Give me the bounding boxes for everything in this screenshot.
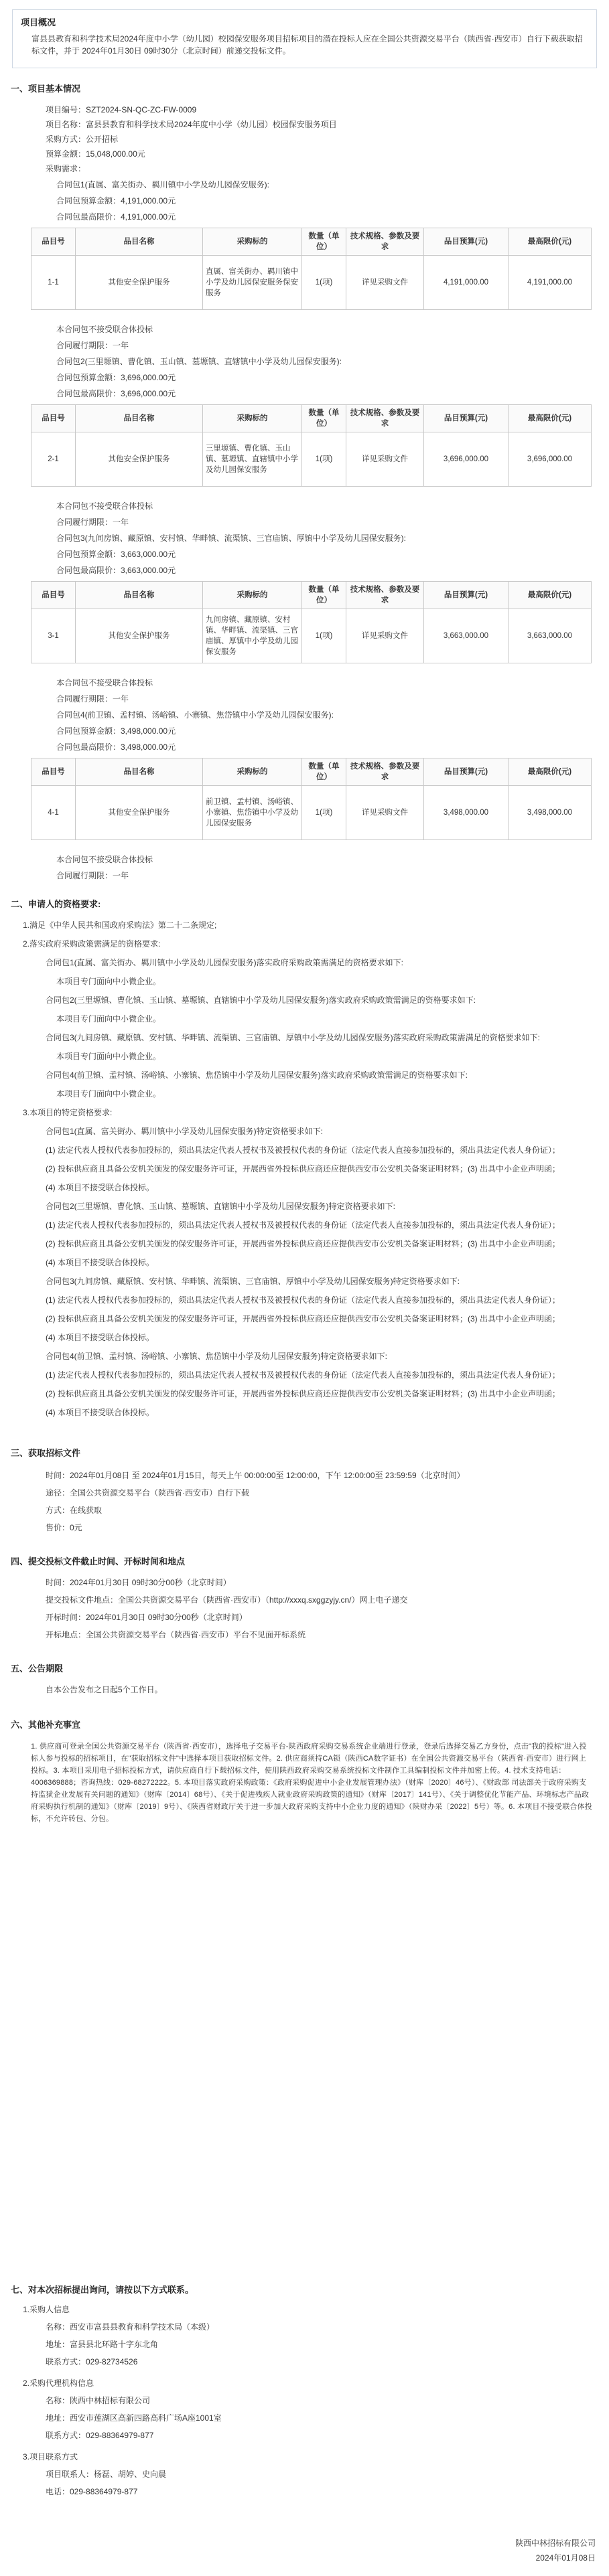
lot4-contract: 合同包4(前卫镇、孟村镇、汤峪镇、小寨镇、焦岱镇中小学及幼儿园保安服务): — [56, 710, 334, 720]
opening-place: 开标地点：全国公共资源交易平台（陕西省·西安市）平台不见面开标系统 — [46, 1630, 306, 1639]
overview-text: 富县县教育和科学技术局2024年度中小学（幼儿园）校园保安服务项目招标项目的潜在投标人应在全国公共资源交易平台（陕西省·西安市）自行下载获取招标文件，并于 2024年01月30日 09时30分（北京时间）前递交投标文件。 — [31, 34, 583, 56]
lot1-term: 合同履行期限：一年 — [56, 341, 129, 350]
qualify-line: (1) 法定代表人授权代表参加投标的，须出具法定代表人授权书及被授权代表的身份证（法定代表人直接参加投标的，须出具法定代表人身份证）； — [46, 1220, 561, 1230]
agent-name: 名称：陕西中林招标有限公司 — [46, 2396, 151, 2405]
cell-max: 4,191,000.00 — [509, 256, 592, 310]
other-matters: 1. 供应商可登录全国公共资源交易平台（陕西省·西安市），选择电子交易平台-陕西政府采购交易系统企业端进行登录，登录后选择交易乙方身份，点击"我的投标"进入投标人参与投标的招标项目，在"获取招标文件"中选择本项目获取招标文件。2. 供应商须持CA锁（陕西CA数字证书）在全国公共资源交易平台（陕西省·西安市）进行网上投标。3. 本项目采用电子招标投标方式，请供应商自行下载招标文件，使用陕西政府采购交易系统投标文件制作工具编制投标文件并加密上传。4. 技术支持电话：4006369888；咨询热线：029-68272222。5. 本项目落实政府采购政策：《政府采购促进中小企业发展管理办法》（财库〔2020〕46号）、《财政部 司法部关于政府采购支持监狱企业发展有关问题的通知》（财库〔2014〕68号）、《关于促进残疾人就业政府采购政策的通知》（财库〔2017〕141号）、《关于调整优化节能产品、环境标志产品政府采购执行机制的通知》（财库〔2019〕9号）、《陕西省财政厅关于进一步加大政府采购支持中小企业力度的通知》（陕财办采〔2022〕5号）等。6. 本项目不接受联合体投标，不允许转包、分包。 — [31, 1743, 593, 1823]
header-subject: 采购标的 — [203, 582, 302, 609]
buyer-name: 名称：西安市富县县教育和科学技术局（本级） — [46, 2322, 215, 2332]
table-row — [31, 256, 592, 310]
section-title-obtain: 三、获取招标文件 — [11, 1448, 81, 1458]
agent-heading: 2.采购代理机构信息 — [23, 2379, 94, 2388]
qualify-line: (4) 本项目不接受联合体投标。 — [46, 1183, 155, 1192]
header-max-price: 最高限价(元) — [509, 228, 592, 256]
header-subject: 采购标的 — [203, 405, 302, 432]
table-header-row — [31, 228, 592, 256]
cell-no: 4-1 — [31, 786, 76, 840]
header-item-no: 品目号 — [31, 228, 76, 256]
header-item-no: 品目号 — [31, 582, 76, 609]
cell-name: 其他安全保护服务 — [76, 786, 203, 840]
lot1-table — [31, 228, 592, 310]
lot4-consortium: 本合同包不接受联合体投标 — [56, 855, 153, 864]
lot2-table — [31, 404, 592, 487]
project-contact-heading: 3.项目联系方式 — [23, 2452, 78, 2462]
header-quantity: 数量（单位） — [302, 582, 346, 609]
project-overview-box — [12, 9, 597, 68]
section-title-basic: 一、项目基本情况 — [11, 84, 81, 94]
table-header-row — [31, 405, 592, 432]
section-title-deadline: 四、提交投标文件截止时间、开标时间和地点 — [11, 1556, 186, 1566]
cell-content: 三里塬镇、曹化镇、玉山镇、墓塬镇、直辖镇中小学及幼儿园保安服务 — [203, 432, 302, 487]
header-spec: 技术规格、参数及要求 — [346, 228, 424, 256]
qualify-line: 合同包3(九间房镇、藏原镇、安村镇、华畔镇、流渠镇、三官庙镇、厚镇中小学及幼儿园保安服务)落实政府采购政策需满足的资格要求如下: — [46, 1033, 541, 1042]
qualify-line: 3.本项目的特定资格要求: — [23, 1108, 113, 1117]
qualify-line: 合同包1(直属、富关街办、羁川镇中小学及幼儿园保安服务)落实政府采购政策需满足的资格要求如下: — [46, 958, 404, 967]
qualify-line: 本项目专门面向中小微企业。 — [56, 1014, 161, 1024]
qualify-line: 合同包3(九间房镇、藏原镇、安村镇、华畔镇、流渠镇、三官庙镇、厚镇中小学及幼儿园保安服务)特定资格要求如下: — [46, 1277, 460, 1286]
cell-max: 3,696,000.00 — [509, 432, 592, 487]
cell-budget: 3,663,000.00 — [424, 609, 509, 663]
qualify-line: 本项目专门面向中小微企业。 — [56, 1052, 161, 1061]
signature-org: 陕西中林招标有限公司 — [515, 2539, 596, 2548]
table-header-row — [31, 758, 592, 786]
header-item-budget: 品目预算(元) — [424, 758, 509, 786]
qualify-line: 合同包1(直属、富关街办、羁川镇中小学及幼儿园保安服务)特定资格要求如下: — [46, 1127, 324, 1136]
lot3-max-price: 合同包最高限价：3,663,000.00元 — [56, 566, 176, 575]
obtain-time: 时间：2024年01月08日 至 2024年01月15日，每天上午 00:00:00至 12:00:00，下午 12:00:00至 23:59:59（北京时间） — [46, 1471, 465, 1480]
cell-no: 1-1 — [31, 256, 76, 310]
lot2-term: 合同履行期限：一年 — [56, 517, 129, 527]
overview-label: 项目概况 — [21, 17, 56, 27]
table-row — [31, 786, 592, 840]
cell-name: 其他安全保护服务 — [76, 609, 203, 663]
header-quantity: 数量（单位） — [302, 405, 346, 432]
qualify-line: (4) 本项目不接受联合体投标。 — [46, 1408, 155, 1417]
lot3-budget: 合同包预算金额：3,663,000.00元 — [56, 550, 176, 559]
header-item-name: 品目名称 — [76, 758, 203, 786]
section-title-qualification: 二、申请人的资格要求: — [11, 899, 101, 909]
header-spec: 技术规格、参数及要求 — [346, 758, 424, 786]
header-item-name: 品目名称 — [76, 582, 203, 609]
header-max-price: 最高限价(元) — [509, 758, 592, 786]
section-title-period: 五、公告期限 — [11, 1664, 64, 1674]
lot3-consortium: 本合同包不接受联合体投标 — [56, 678, 153, 688]
cell-spec: 详见采购文件 — [346, 256, 424, 310]
section-title-contact: 七、对本次招标提出询问，请按以下方式联系。 — [11, 2285, 194, 2295]
header-item-budget: 品目预算(元) — [424, 228, 509, 256]
header-max-price: 最高限价(元) — [509, 582, 592, 609]
header-quantity: 数量（单位） — [302, 228, 346, 256]
lot3-term: 合同履行期限：一年 — [56, 694, 129, 704]
qualify-line: 本项目专门面向中小微企业。 — [56, 1089, 161, 1099]
obtain-route: 途径：全国公共资源交易平台（陕西省·西安市）自行下载 — [46, 1488, 249, 1498]
header-item-name: 品目名称 — [76, 228, 203, 256]
header-subject: 采购标的 — [203, 758, 302, 786]
header-subject: 采购标的 — [203, 228, 302, 256]
qualify-line: 合同包4(前卫镇、孟村镇、汤峪镇、小寨镇、焦岱镇中小学及幼儿园保安服务)落实政府采购政策需满足的资格要求如下: — [46, 1070, 468, 1080]
header-item-no: 品目号 — [31, 758, 76, 786]
qualify-line: (2) 投标供应商且具备公安机关颁发的保安服务许可证，开展西省外投标供应商还应提供西安市公安机关备案证明材料；(3) 出具中小企业声明函； — [46, 1239, 561, 1249]
cell-no: 2-1 — [31, 432, 76, 487]
procurement-needs: 采购需求： — [46, 164, 86, 173]
cell-qty: 1(项) — [302, 256, 346, 310]
agent-address: 地址：西安市莲湖区高新四路高科广场A座1001室 — [46, 2413, 222, 2423]
notice-period: 自本公告发布之日起5个工作日。 — [46, 1685, 163, 1694]
header-item-no: 品目号 — [31, 405, 76, 432]
header-spec: 技术规格、参数及要求 — [346, 405, 424, 432]
lot4-budget: 合同包预算金额：3,498,000.00元 — [56, 726, 176, 736]
cell-content: 直属、富关街办、羁川镇中小学及幼儿园保安服务保安服务 — [203, 256, 302, 310]
lot4-max-price: 合同包最高限价：3,498,000.00元 — [56, 742, 176, 752]
header-item-name: 品目名称 — [76, 405, 203, 432]
project-contact-person: 项目联系人：杨磊、胡婷、史向晨 — [46, 2470, 167, 2479]
lot1-consortium: 本合同包不接受联合体投标 — [56, 325, 153, 334]
procurement-method: 采购方式：公开招标 — [46, 135, 119, 144]
lot4-table — [31, 758, 592, 840]
lot2-consortium: 本合同包不接受联合体投标 — [56, 501, 153, 511]
buyer-address: 地址：富县县北环路十字东北角 — [46, 2340, 159, 2349]
qualify-line: 1.满足《中华人民共和国政府采购法》第二十二条规定; — [23, 920, 217, 930]
lot1-budget: 合同包预算金额：4,191,000.00元 — [56, 196, 176, 206]
cell-content: 九间房镇、藏原镇、安村镇、华畔镇、流渠镇、三官庙镇、厚镇中小学及幼儿园保安服务 — [203, 609, 302, 663]
qualify-line: (4) 本项目不接受联合体投标。 — [46, 1333, 155, 1342]
buyer-phone: 联系方式：029-82734526 — [46, 2357, 138, 2366]
signature-date: 2024年01月08日 — [535, 2553, 596, 2563]
lot2-contract: 合同包2(三里塬镇、曹化镇、玉山镇、墓塬镇、直辖镇中小学及幼儿园保安服务): — [56, 357, 342, 366]
project-contact-phone: 电话：029-88364979-877 — [46, 2487, 138, 2496]
cell-spec: 详见采购文件 — [346, 786, 424, 840]
buyer-heading: 1.采购人信息 — [23, 2305, 70, 2314]
qualify-line: (2) 投标供应商且具备公安机关颁发的保安服务许可证，开展西省外投标供应商还应提供西安市公安机关备案证明材料；(3) 出具中小企业声明函； — [46, 1314, 561, 1323]
cell-budget: 3,696,000.00 — [424, 432, 509, 487]
qualify-line: (1) 法定代表人授权代表参加投标的，须出具法定代表人授权书及被授权代表的身份证（法定代表人直接参加投标的，须出具法定代表人身份证）； — [46, 1295, 561, 1305]
qualify-line: 本项目专门面向中小微企业。 — [56, 977, 161, 986]
obtain-method: 方式：在线获取 — [46, 1506, 103, 1515]
deadline-time: 时间：2024年01月30日 09时30分00秒（北京时间） — [46, 1578, 231, 1587]
qualify-line: (2) 投标供应商且具备公安机关颁发的保安服务许可证，开展西省外投标供应商还应提供西安市公安机关备案证明材料；(3) 出具中小企业声明函； — [46, 1164, 561, 1174]
qualify-line: 2.落实政府采购政策需满足的资格要求: — [23, 939, 161, 949]
header-spec: 技术规格、参数及要求 — [346, 582, 424, 609]
qualify-line: (1) 法定代表人授权代表参加投标的，须出具法定代表人授权书及被授权代表的身份证（法定代表人直接参加投标的，须出具法定代表人身份证）； — [46, 1145, 561, 1155]
lot1-contract: 合同包1(直属、富关街办、羁川镇中小学及幼儿园保安服务): — [56, 180, 270, 189]
table-header-row — [31, 582, 592, 609]
qualify-line: (2) 投标供应商且具备公安机关颁发的保安服务许可证，开展西省外投标供应商还应提供西安市公安机关备案证明材料；(3) 出具中小企业声明函； — [46, 1389, 561, 1398]
header-max-price: 最高限价(元) — [509, 405, 592, 432]
cell-spec: 详见采购文件 — [346, 432, 424, 487]
qualify-line: (1) 法定代表人授权代表参加投标的，须出具法定代表人授权书及被授权代表的身份证（法定代表人直接参加投标的，须出具法定代表人身份证）； — [46, 1370, 561, 1380]
lot1-max-price: 合同包最高限价：4,191,000.00元 — [56, 212, 176, 222]
lot2-budget: 合同包预算金额：3,696,000.00元 — [56, 373, 176, 382]
project-number: 项目编号：SZT2024-SN-QC-ZC-FW-0009 — [46, 105, 197, 114]
agent-phone: 联系方式：029-88364979-877 — [46, 2431, 154, 2440]
cell-content: 前卫镇、孟村镇、汤峪镇、小寨镇、焦岱镇中小学及幼儿园保安服务 — [203, 786, 302, 840]
table-row — [31, 432, 592, 487]
cell-max: 3,663,000.00 — [509, 609, 592, 663]
header-item-budget: 品目预算(元) — [424, 582, 509, 609]
qualify-line: 合同包2(三里塬镇、曹化镇、玉山镇、墓塬镇、直辖镇中小学及幼儿园保安服务)落实政府采购政策需满足的资格要求如下: — [46, 995, 476, 1005]
qualify-line: 合同包2(三里塬镇、曹化镇、玉山镇、墓塬镇、直辖镇中小学及幼儿园保安服务)特定资格要求如下: — [46, 1202, 396, 1211]
cell-qty: 1(项) — [302, 786, 346, 840]
opening-time: 开标时间：2024年01月30日 09时30分00秒（北京时间） — [46, 1613, 247, 1622]
qualify-line: 合同包4(前卫镇、孟村镇、汤峪镇、小寨镇、焦岱镇中小学及幼儿园保安服务)特定资格要求如下: — [46, 1352, 388, 1361]
cell-budget: 3,498,000.00 — [424, 786, 509, 840]
budget-amount: 预算金额：15,048,000.00元 — [46, 149, 145, 159]
cell-qty: 1(项) — [302, 609, 346, 663]
cell-name: 其他安全保护服务 — [76, 432, 203, 487]
section-title-other: 六、其他补充事宜 — [11, 1720, 81, 1730]
cell-max: 3,498,000.00 — [509, 786, 592, 840]
header-item-budget: 品目预算(元) — [424, 405, 509, 432]
cell-no: 3-1 — [31, 609, 76, 663]
obtain-price: 售价：0元 — [46, 1523, 82, 1532]
header-quantity: 数量（单位） — [302, 758, 346, 786]
project-name: 项目名称：富县县教育和科学技术局2024年度中小学（幼儿园）校园保安服务项目 — [46, 120, 337, 129]
cell-name: 其他安全保护服务 — [76, 256, 203, 310]
lot3-contract: 合同包3(九间房镇、藏原镇、安村镇、华畔镇、流渠镇、三官庙镇、厚镇中小学及幼儿园保安服务): — [56, 534, 407, 543]
cell-spec: 详见采购文件 — [346, 609, 424, 663]
lot4-term: 合同履行期限：一年 — [56, 871, 129, 880]
qualify-line: (4) 本项目不接受联合体投标。 — [46, 1258, 155, 1267]
cell-budget: 4,191,000.00 — [424, 256, 509, 310]
table-row — [31, 609, 592, 663]
deadline-place: 提交投标文件地点：全国公共资源交易平台（陕西省·西安市）（http://xxxq.sxggzyjy.cn/）网上电子递交 — [46, 1595, 408, 1605]
cell-qty: 1(项) — [302, 432, 346, 487]
lot2-max-price: 合同包最高限价：3,696,000.00元 — [56, 389, 176, 398]
lot3-table — [31, 581, 592, 663]
